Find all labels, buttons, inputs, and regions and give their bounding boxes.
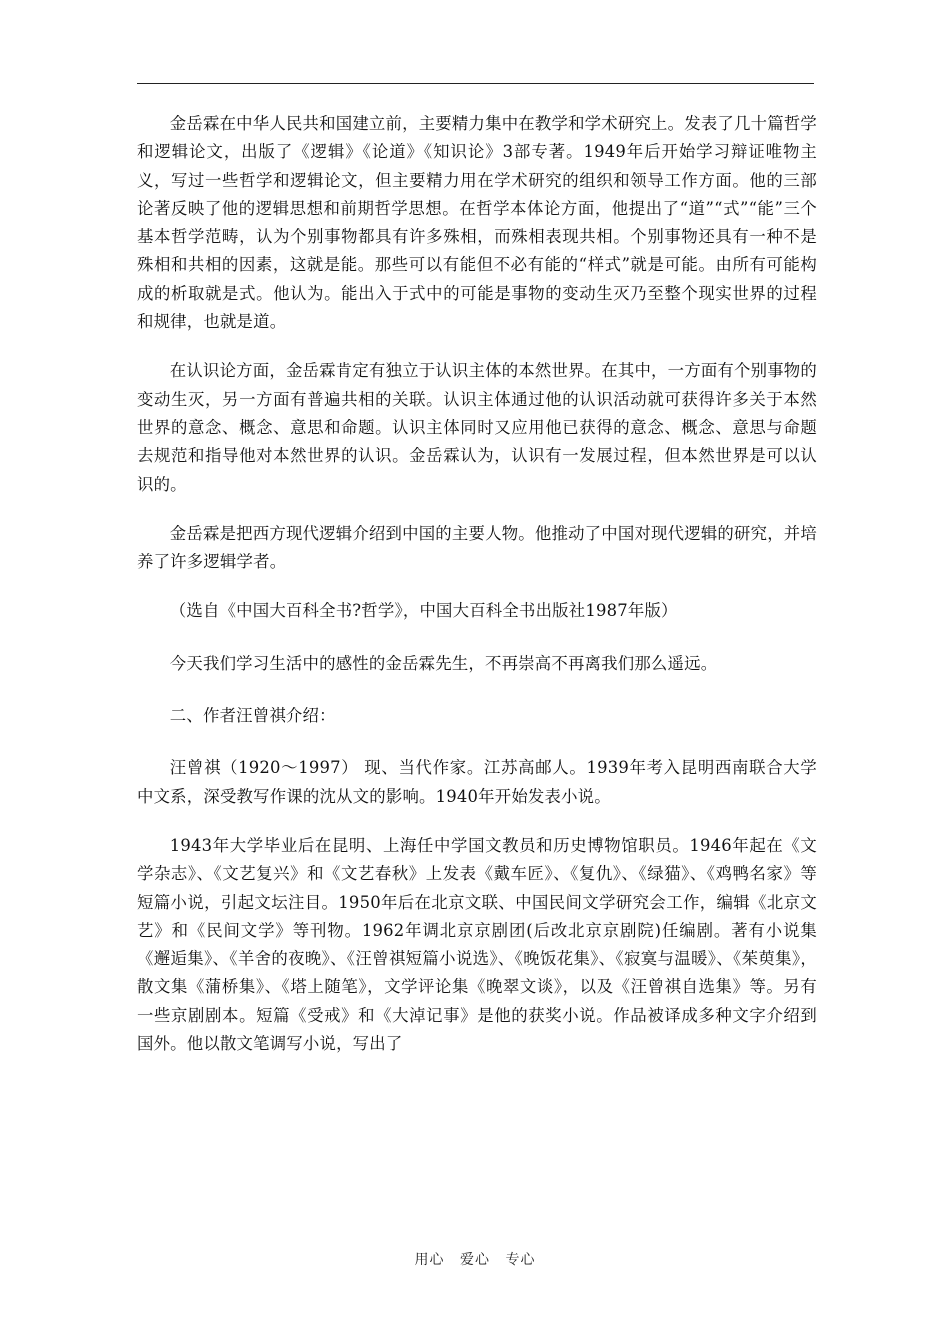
paragraph-jin-epistemology: 在认识论方面，金岳霖肯定有独立于认识主体的本然世界。在其中，一方面有个别事物的变动生灭，另一方面有普遍共相的关联。认识主体通过他的认识活动就可获得许多关于本然世界的意念、概念、意思和命题。认识主体同时又应用他已获得的意念、概念、意思与命题去规范和指导他对本然世界的认识。金岳霖认为，认识有一发展过程，但本然世界是可以认识的。 xyxy=(137,361,817,494)
paragraph-jin-works: 金岳霖在中华人民共和国建立前，主要精力集中在教学和学术研究上。发表了几十篇哲学和逻辑论文，出版了《逻辑》《论道》《知识论》3部专著。1949年后开始学习辩证唯物主义，写过一些哲学和逻辑论文，但主要精力用在学术研究的组织和领导工作方面。他的三部论著反映了他的逻辑思想和前期哲学思想。在哲学本体论方面，他提出了“道”“式”“能”三个基本哲学范畴，认为个别事物都具有许多殊相，而殊相表现共相。个别事物还具有一种不是殊相和共相的因素，这就是能。那些可以有能但不必有能的“样式”就是可能。由所有可能构成的析取就是式。他认为。能出入于式中的可能是事物的变动生灭乃至整个现实世界的过程和规律，也就是道。 xyxy=(137,114,817,332)
paragraph-wang-career: 1943年大学毕业后在昆明、上海任中学国文教员和历史博物馆职员。1946年起在《文学杂志》、《文艺复兴》和《文艺春秋》上发表《戴车匠》、《复仇》、《绿猫》、《鸡鸭名家》等短篇小说，引起文坛注目。1950年后在北京文联、中国民间文学研究会工作，编辑《北京文艺》和《民间文学》等刊物。1962年调北京京剧团(后改北京京剧院)任编剧。著有小说集《邂逅集》、《羊舍的夜晚》、《汪曾祺短篇小说选》、《晚饭花集》、《寂寞与温暖》、《茱萸集》，散文集《蒲桥集》、《塔上随笔》，文学评论集《晚翠文谈》，以及《汪曾祺自选集》等。另有一些京剧剧本。短篇《受戒》和《大淖记事》是他的获奖小说。作品被译成多种文字介绍到国外。他以散文笔调写小说，写出了 xyxy=(137,835,817,1054)
page-footer: 用心 爱心 专心 xyxy=(414,1252,536,1268)
document-body xyxy=(137,110,817,1079)
paragraph-wang-intro: 汪曾祺（1920～1997） 现、当代作家。江苏高邮人。1939年考入昆明西南联合大学中文系，深受教写作课的沈从文的影响。1940年开始发表小说。 xyxy=(137,758,817,806)
header-rule xyxy=(137,83,814,84)
section-heading-wang: 二、作者汪曾祺介绍： xyxy=(169,706,336,726)
paragraph-jin-logic: 金岳霖是把西方现代逻辑介绍到中国的主要人物。他推动了中国对现代逻辑的研究，并培养了许多逻辑学者。 xyxy=(137,523,817,572)
paragraph-citation: （选自《中国大百科全书?哲学》，中国大百科全书出版社1987年版） xyxy=(169,601,678,621)
paragraph-transition: 今天我们学习生活中的感性的金岳霖先生，不再崇高不再离我们那么遥远。 xyxy=(169,653,718,673)
